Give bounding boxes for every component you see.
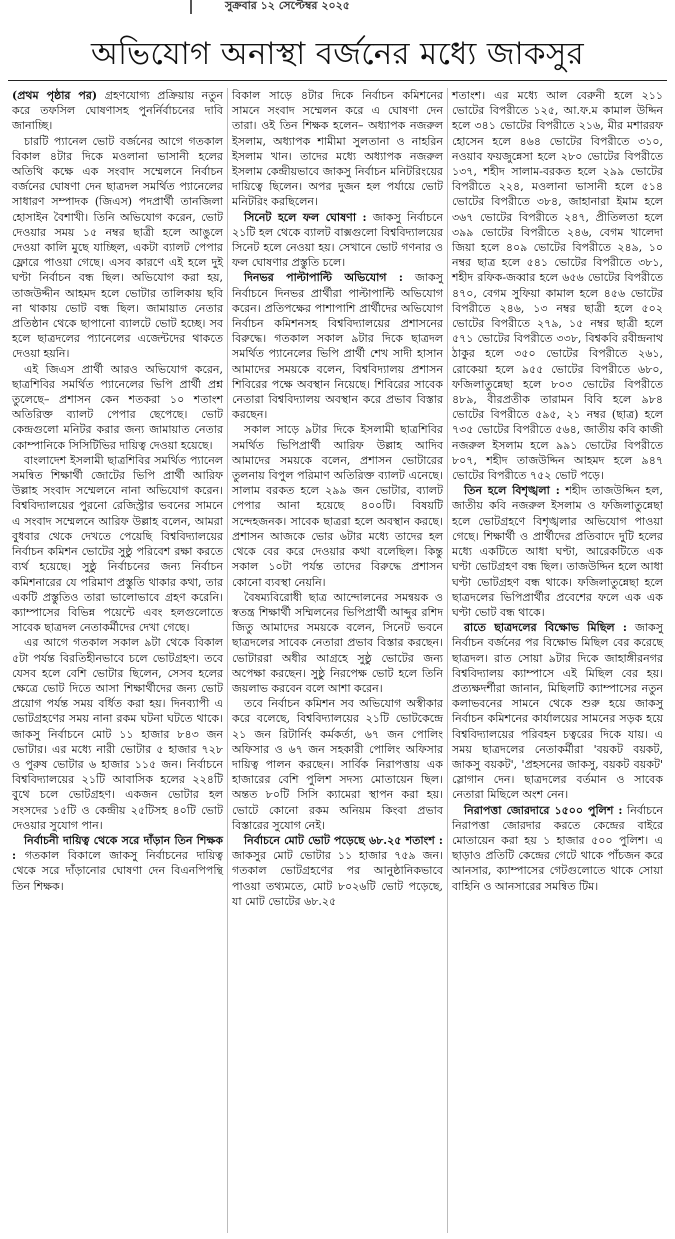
article-body bbox=[8, 88, 667, 1233]
subheading: নির্বাচনে মোট ভোট পড়েছে ৬৮.২৫ শতাংশ : bbox=[244, 833, 443, 847]
subheading: তিন হলে বিশৃঙ্খলা : bbox=[464, 484, 560, 498]
subheading: রাতে ছাত্রদলের বিক্ষোভ মিছিল : bbox=[464, 621, 627, 635]
paragraph-text: শহীদ তাজউদ্দিন হল, জাতীয় কবি নজরুল ইসলাম ও ফজিলাতুন্নেছা হলে ভোটগ্রহণে বিশৃঙ্খলার অভিযোগ পাওয়া গেছে। শিক্ষার্থী ও প্রার্থীদের প্রতিবাদে দুটি হলের মধ্যে একটিতে আধা ঘণ্টা, আরেকটিতে এক ঘণ্টা ভোটগ্রহণ বন্ধ ছিল। তাজউদ্দিন হলে আধা ঘণ্টা ভোটগ্রহণ বন্ধ থাকে। ফজিলাতুন্নেছা হলে ছাত্রদলের ভিপিপ্রার্থীর প্রবেশের ফলে এক এক ঘণ্টা ভোট বন্ধ থাকে। bbox=[452, 484, 663, 619]
paragraph bbox=[12, 88, 223, 134]
paragraph: সকাল সাড়ে ৯টার দিকে ইসলামী ছাত্রশিবির সমর্থিত ভিপিপ্রার্থী আরিফ উল্লাহ আদিব আমাদের সময়কে বলেন, প্রশাসন ভোটারের তুলনায় বিপুল পরিমাণ অতিরিক্ত ব্যালট এনেছে। সালাম বরকত হলে ২৯৯ জন ভোটার, ব্যালট পেপার আনা হয়েছে ৪০০টি। বিষয়টি সন্দেহজনক। সাবেক ছাত্ররা হলে অবস্থান করছে। প্রশাসন আজকে ভোর ৬টার মধ্যে তাদের হল থেকে বের করে দেওয়ার কথা বলেছিল। কিন্তু সকাল ১০টা পর্যন্ত তাদের বিরুদ্ধে প্রশাসন কোনো ব্যবস্থা নেয়নি। bbox=[232, 423, 443, 589]
paragraph: বিকাল সাড়ে ৪টার দিকে নির্বাচন কমিশনের সামনে সংবাদ সম্মেলন করে এ ঘোষণা দেন তারা। ওই তিন শিক্ষক হলেন– অধ্যাপক নজরুল ইসলাম, অধ্যাপক শামীমা সুলতানা ও নাহরিন ইসলাম খান। তাদের মধ্যে অধ্যাপক নজরুল ইসলাম কেন্দ্রীয়ভাবে জাকসু নির্বাচন মনিটরিংয়ের দায়িত্বে ছিলেন। অপর দুজন হল পর্যায়ে ভোট মনিটরিং করছিলেন। bbox=[232, 89, 443, 209]
paragraph-text: জাকসুর মোট ভোটার ১১ হাজার ৭৫৯ জন। গতকাল ভোটগ্রহণের পর আনুষ্ঠানিকভাবে পাওয়া তথ্যমতে, মোট ৮০২৬টি ভোট পড়েছে, যা মোট ভোটের ৬৮.২৫ bbox=[232, 849, 443, 908]
column-1 bbox=[8, 88, 227, 1233]
headline-rule bbox=[8, 80, 667, 81]
paragraph: এর আগে গতকাল সকাল ৯টা থেকে বিকাল ৫টা পর্যন্ত বিরতিহীনভাবে চলে ভোটগ্রহণ। তবে যেসব হলে বেশি ভোটার ছিলেন, সেসব হলের ক্ষেত্রে ভোট দিতে আসা শিক্ষার্থীদের জন্য ভোট প্রয়োগ পর্যন্ত সময় বর্ধিত করা হয়। দিনব্যাপী এ ভোটগ্রহণের সময় নানা রকম ঘটনা ঘটতে থাকে। জাকসু নির্বাচনে মোট ১১ হাজার ৮৪৩ জন ভোটার। এর মধ্যে নারী ভোটার ৫ হাজার ৭২৮ ও পুরুষ ভোটার ৬ হাজার ১১৫ জন। নির্বাচনে বিশ্ববিদ্যালয়ের ২১টি আবাসিক হলের ২২৪টি বুথে চলে ভোটগ্রহণ। একজন ভোটার হল সংসদের ১৫টি ও কেন্দ্রীয় ২৫টিসহ ৪০টি ভোট দেওয়ার সুযোগ পান। bbox=[12, 636, 223, 832]
column-2 bbox=[227, 88, 447, 1233]
subheading: নির্বাচনী দায়িত্ব থেকে সরে দাঁড়ান তিন শিক্ষক : bbox=[12, 833, 223, 863]
paragraph bbox=[452, 803, 663, 894]
subheading: নিরাপত্তা জোরদারে ১৫০০ পুলিশ : bbox=[464, 803, 623, 817]
paragraph: বৈষম্যবিরোধী ছাত্র আন্দোলনের সমন্বয়ক ও স্বতন্ত্র শিক্ষার্থী সম্মিলনের ভিপিপ্রার্থী আব্দুর রশিদ জিতু আমাদের সময়কে বলেন, সিনেট ভবনে ছাত্রদলের সাবেক নেতারা প্রভাব বিস্তার করছেন। ভোটাররা অধীর আগ্রহে সুষ্ঠু ভোটের জন্য অপেক্ষা করছেন। সুষ্ঠু নিরপেক্ষ ভোট হলে তিনি জয়লাভ করবেন বলে আশা করেন। bbox=[232, 590, 443, 695]
subheading: দিনভর পাল্টাপাল্টি অভিযোগ : bbox=[244, 271, 403, 285]
paragraph bbox=[452, 620, 663, 802]
masthead-strip-text: সুক্রবার ১২ সেপ্টেম্বর ২০২৫ bbox=[225, 0, 350, 12]
masthead-divider bbox=[190, 0, 192, 14]
masthead bbox=[0, 0, 675, 26]
paragraph-text: জাকসু নির্বাচন বর্জনের পর বিক্ষোভ মিছিল বের করেছে ছাত্রদল। রাত সোয়া ৯টার দিকে জাহাঙ্গীরনগর বিশ্ববিদ্যালয় ক্যাম্পাসে এই মিছিল বের হয়। প্রত্যক্ষদর্শীরা জানান, মিছিলটি ক্যাম্পাসের নতুন কলাভবনের সামনে থেকে শুরু হয়ে জাকসু নির্বাচন কমিশনের কার্যালয়ের সামনের সড়ক হয়ে বিশ্ববিদ্যালয়ের পরিবহন চত্বরের দিকে যায়। এ সময় ছাত্রদলের নেতাকর্মীরা 'বয়কট বয়কট, জাকসু বয়কট', 'প্রহসনের জাকসু, বয়কট বয়কট' স্লোগান দেন। ছাত্রদলের বর্তমান ও সাবেক নেতারা মিছিলে অংশ নেন। bbox=[452, 621, 663, 802]
paragraph bbox=[232, 833, 443, 909]
subheading: সিনেট হলে ফল ঘোষণা : bbox=[244, 210, 367, 224]
article-headline: অভিযোগ অনাস্থা বর্জনের মধ্যে জাকসুর bbox=[91, 36, 584, 72]
paragraph bbox=[232, 270, 443, 422]
paragraph-text: গ্রহণযোগ্য প্রক্রিয়ায় নতুন করে তফসিল ঘোষণাসহ পুনর্নির্বাচনের দাবি জানাচ্ছি। bbox=[12, 89, 223, 133]
paragraph-text: জাকসু নির্বাচনে দিনভর প্রার্থীরা পাল্টাপাল্টি অভিযোগ করেন। প্রতিপক্ষের পাশাপাশি প্রার্থীদের অভিযোগ নির্বাচন কমিশনসহ বিশ্ববিদ্যালয়ের প্রশাসনের বিরুদ্ধে। গতকাল সকাল ৯টার দিকে ছাত্রদল সমর্থিত প্যানেলের ভিপি প্রার্থী শেখ সাদী হাসান আমাদের সময়কে বলেন, বিশ্ববিদ্যালয় প্রশাসন শিবিরের পক্ষে অবস্থান নিয়েছে। শিবিরের সাবেক নেতারা বিশ্ববিদ্যালয় অবস্থান করে প্রভাব বিস্তার করছেন। bbox=[232, 271, 443, 422]
column-3 bbox=[447, 88, 667, 1233]
paragraph: শতাংশ। এর মধ্যে আল বেরুনী হলে ২১১ ভোটের বিপরীতে ১২৫, আ.ফ.ম কামাল উদ্দিন হলে ৩৪১ ভোটের বিপরীতে ২১৬, মীর মশাররফ হোসেন হলে ৪৬৪ ভোটের বিপরীতে ৩১০, নওয়াব ফয়জুন্নেসা হলে ২৮০ ভোটের বিপরীতে ১৩৭, শহীদ সালাম-বরকত হলে ২৯৯ ভোটের বিপরীতে ২২৪, মওলানা ভাসানী হলে ৫১৪ ভোটের বিপরীতে ৩৮৪, জাহানারা ইমাম হলে ৩৬৭ ভোটের বিপরীতে ২৪৭, প্রীতিলতা হলে ৩৯৯ ভোটের বিপরীতে ২৪৬, বেগম খালেদা জিয়া হলে ৪০৯ ভোটের বিপরীতে ২৪৯, ১০ নম্বর ছাত্র হলে ৫৪১ ভোটের বিপরীতে ৩৮১, শহীদ রফিক-জব্বার হলে ৬৫৬ ভোটের বিপরীতে ৪৭০, বেগম সুফিয়া কামাল হলে ৪৫৬ ভোটের বিপরীতে ২৪৬, ১৩ নম্বর ছাত্রী হলে ৫০২ ভোটের বিপরীতে ২৭৯, ১৫ নম্বর ছাত্রী হলে ৫৭১ ভোটের বিপরীতে ৩৩৮, বিশ্বকবি রবীন্দ্রনাথ ঠাকুর হলে ৩৫০ ভোটের বিপরীতে ২৬১, রোকেয়া হলে ৯৫৫ ভোটের বিপরীতে ৬৮০, ফজিলাতুন্নেছা হলে ৮০৩ ভোটের বিপরীতে ৪৮৯, বীরপ্রতীক তারামন বিবি হলে ৯৮৪ ভোটের বিপরীতে ৫৯৫, ২১ নম্বর (ছাত্র) হলে ৭৩৫ ভোটের বিপরীতে ৫৬৪, জাতীয় কবি কাজী নজরুল ইসলাম হলে ৯৯১ ভোটের বিপরীতে ৮০৭, শহীদ তাজউদ্দিন আহমদ হলে ৯৪৭ ভোটের বিপরীতে ৭৫২ ভোট পড়ে। bbox=[452, 89, 663, 483]
continuation-lead: (প্রথম পৃষ্ঠার পর) bbox=[12, 89, 98, 102]
paragraph bbox=[232, 210, 443, 271]
paragraph bbox=[12, 833, 223, 894]
paragraph-text: গতকাল বিকালে জাকসু নির্বাচনের দায়িত্ব থেকে সরে দাঁড়ানোর ঘোষণা দেন বিএনপিপন্থি তিন শিক্ষক। bbox=[12, 849, 223, 893]
paragraph: তবে নির্বাচন কমিশন সব অভিযোগ অস্বীকার করে বলেছে, বিশ্ববিদ্যালয়ের ২১টি ভোটকেন্দ্রে ২১ জন রিটার্নিং কর্মকর্তা, ৬৭ জন পোলিং অফিসার ও ৬৭ জন সহকারী পোলিং অফিসার দায়িত্ব পালন করছেন। সার্বিক নিরাপত্তায় এক হাজারের বেশি পুলিশ সদস্য মোতায়েন ছিল। অন্তত ৮০টি সিসি ক্যামেরা স্থাপন করা হয়। ভোটে কোনো রকম অনিয়ম কিংবা প্রভাব বিস্তারের সুযোগ নেই। bbox=[232, 697, 443, 832]
paragraph bbox=[452, 483, 663, 620]
paragraph-text: জাকসু নির্বাচনে ২১টি হল থেকে ব্যালট বাক্সগুলো বিশ্ববিদ্যালয়ের সিনেট হলে নেওয়া হয়। সেখানে ভোট গণনার ও ফল ঘোষণার প্রস্তুতি চলে। bbox=[232, 210, 443, 270]
paragraph-text: নির্বাচনে নিরাপত্তা জোরদার করতে কেন্দ্রের বাইরে মোতায়েন করা হয় ১ হাজার ৫০০ পুলিশ। এ ছাড়াও প্রতিটি কেন্দ্রের গেটে থাকে পাঁচজন করে আনসার, ক্যাম্পাসের গেটগুলোতে থাকে সোয়া বাহিনি ও আনসারের সমন্বিত টিম। bbox=[452, 803, 663, 893]
paragraph: বাংলাদেশ ইসলামী ছাত্রশিবির সমর্থিত প্যানেল সমন্বিত শিক্ষার্থী জোটের ভিপি প্রার্থী আরিফ উল্লাহ সংবাদ সম্মেলনে নানা অভিযোগ করেন। বিশ্ববিদ্যালয়ের পুরনো রেজিস্ট্রার ভবনের সামনে এ সংবাদ সম্মেলনে আরিফ উল্লাহ বলেন, আমরা বুধবার থেকে দেখতে পেয়েছি বিশ্ববিদ্যালয়ের নির্বাচন কমিশন ভোটের সুষ্ঠু পরিবেশ রক্ষা করতে ব্যর্থ হয়েছে। সুষ্ঠু নির্বাচনের জন্য নির্বাচন কমিশনারের যে পরিমাণ প্রস্তুতি থাকার কথা, তার একটি প্রস্তুতিও তারা ভালোভাবে গ্রহণ করেনি। ক্যাম্পাসের বিভিন্ন পয়েন্টে এবং হলগুলোতে সাবেক ছাত্রদল নেতাকর্মীদের দেখা গেছে। bbox=[12, 453, 223, 635]
paragraph: এই জিএস প্রার্থী আরও অভিযোগ করেন, ছাত্রশিবির সমর্থিত প্যানেলের ভিপি প্রার্থী প্রশ্ন তুলেছে– প্রশাসন কেন শতকরা ১০ শতাংশ অতিরিক্ত ব্যালট পেপার ছেপেছে। ভোট কেন্দ্রগুলো মনিটর করার জন্য জামায়াত নেতার কোম্পানিকে সিসিটিভির দায়িত্ব দেওয়া হয়েছে। bbox=[12, 362, 223, 452]
paragraph: চারটি প্যানেল ভোট বর্জনের আগে গতকাল বিকাল ৪টার দিকে মওলানা ভাসানী হলের অতিথি কক্ষে এক সংবাদ সম্মেলনে নির্বাচন বর্জনের ঘোষণা দেন ছাত্রদল সমর্থিত প্যানেলের সাধারণ সম্পাদক (জিএস) পদপ্রার্থী তানজিলা হোসাইন বৈশাখী। তিনি অভিযোগ করেন, ভোট দেওয়ার সময় ১৫ নম্বর ছাত্রী হলে আঙুলে দেওয়া কালি মুছে যাচ্ছিল, একটা ব্যালট পেপার ফ্লোরে পাওয়া গেছে। এসব কারণে এই হলে দুই ঘণ্টা নির্বাচন বন্ধ ছিল। অভিযোগ করা হয়, তাজউদ্দীন আহমদ হলে ভোটার তালিকায় ছবি না থাকায় ভোট বন্ধ ছিল। জামায়াত নেতার প্রতিষ্ঠান থেকে ছাপানো ব্যালটে ভোট হচ্ছে। সব হলে ছাত্রদলের প্যানেলের এজেন্টদের থাকতে দেওয়া হয়নি। bbox=[12, 134, 223, 361]
